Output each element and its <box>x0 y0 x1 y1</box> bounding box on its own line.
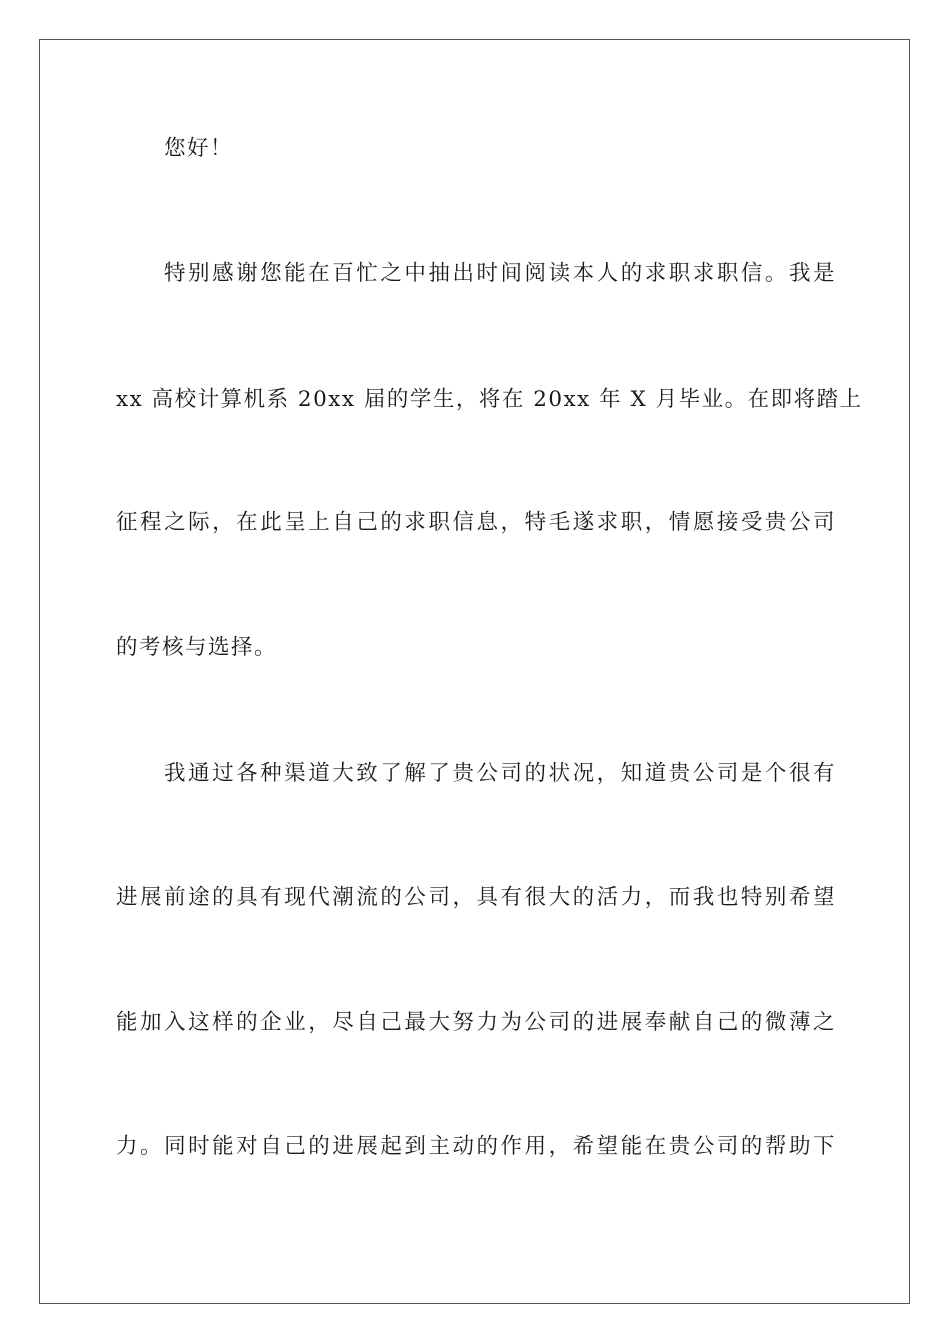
page-border <box>39 39 910 1304</box>
paragraph-2-line-2: 进展前途的具有现代潮流的公司，具有很大的活力，而我也特别希望 <box>116 885 836 910</box>
paragraph-1-line-2: xx 高校计算机系 20xx 届的学生，将在 20xx 年 X 月毕业。在即将踏上 <box>116 387 863 412</box>
paragraph-2-line-3: 能加入这样的企业，尽自己最大努力为公司的进展奉献自己的微薄之 <box>116 1010 836 1035</box>
paragraph-1-line-4: 的考核与选择。 <box>116 635 278 660</box>
paragraph-2-line-1: 我通过各种渠道大致了解了贵公司的状况，知道贵公司是个很有 <box>164 761 836 786</box>
paragraph-1-line-1: 特别感谢您能在百忙之中抽出时间阅读本人的求职求职信。我是 <box>164 261 836 286</box>
greeting: 您好！ <box>164 136 234 161</box>
paragraph-1-line-3: 征程之际，在此呈上自己的求职信息，特毛遂求职，情愿接受贵公司 <box>116 510 836 535</box>
paragraph-2-line-4: 力。同时能对自己的进展起到主动的作用，希望能在贵公司的帮助下 <box>116 1134 836 1159</box>
